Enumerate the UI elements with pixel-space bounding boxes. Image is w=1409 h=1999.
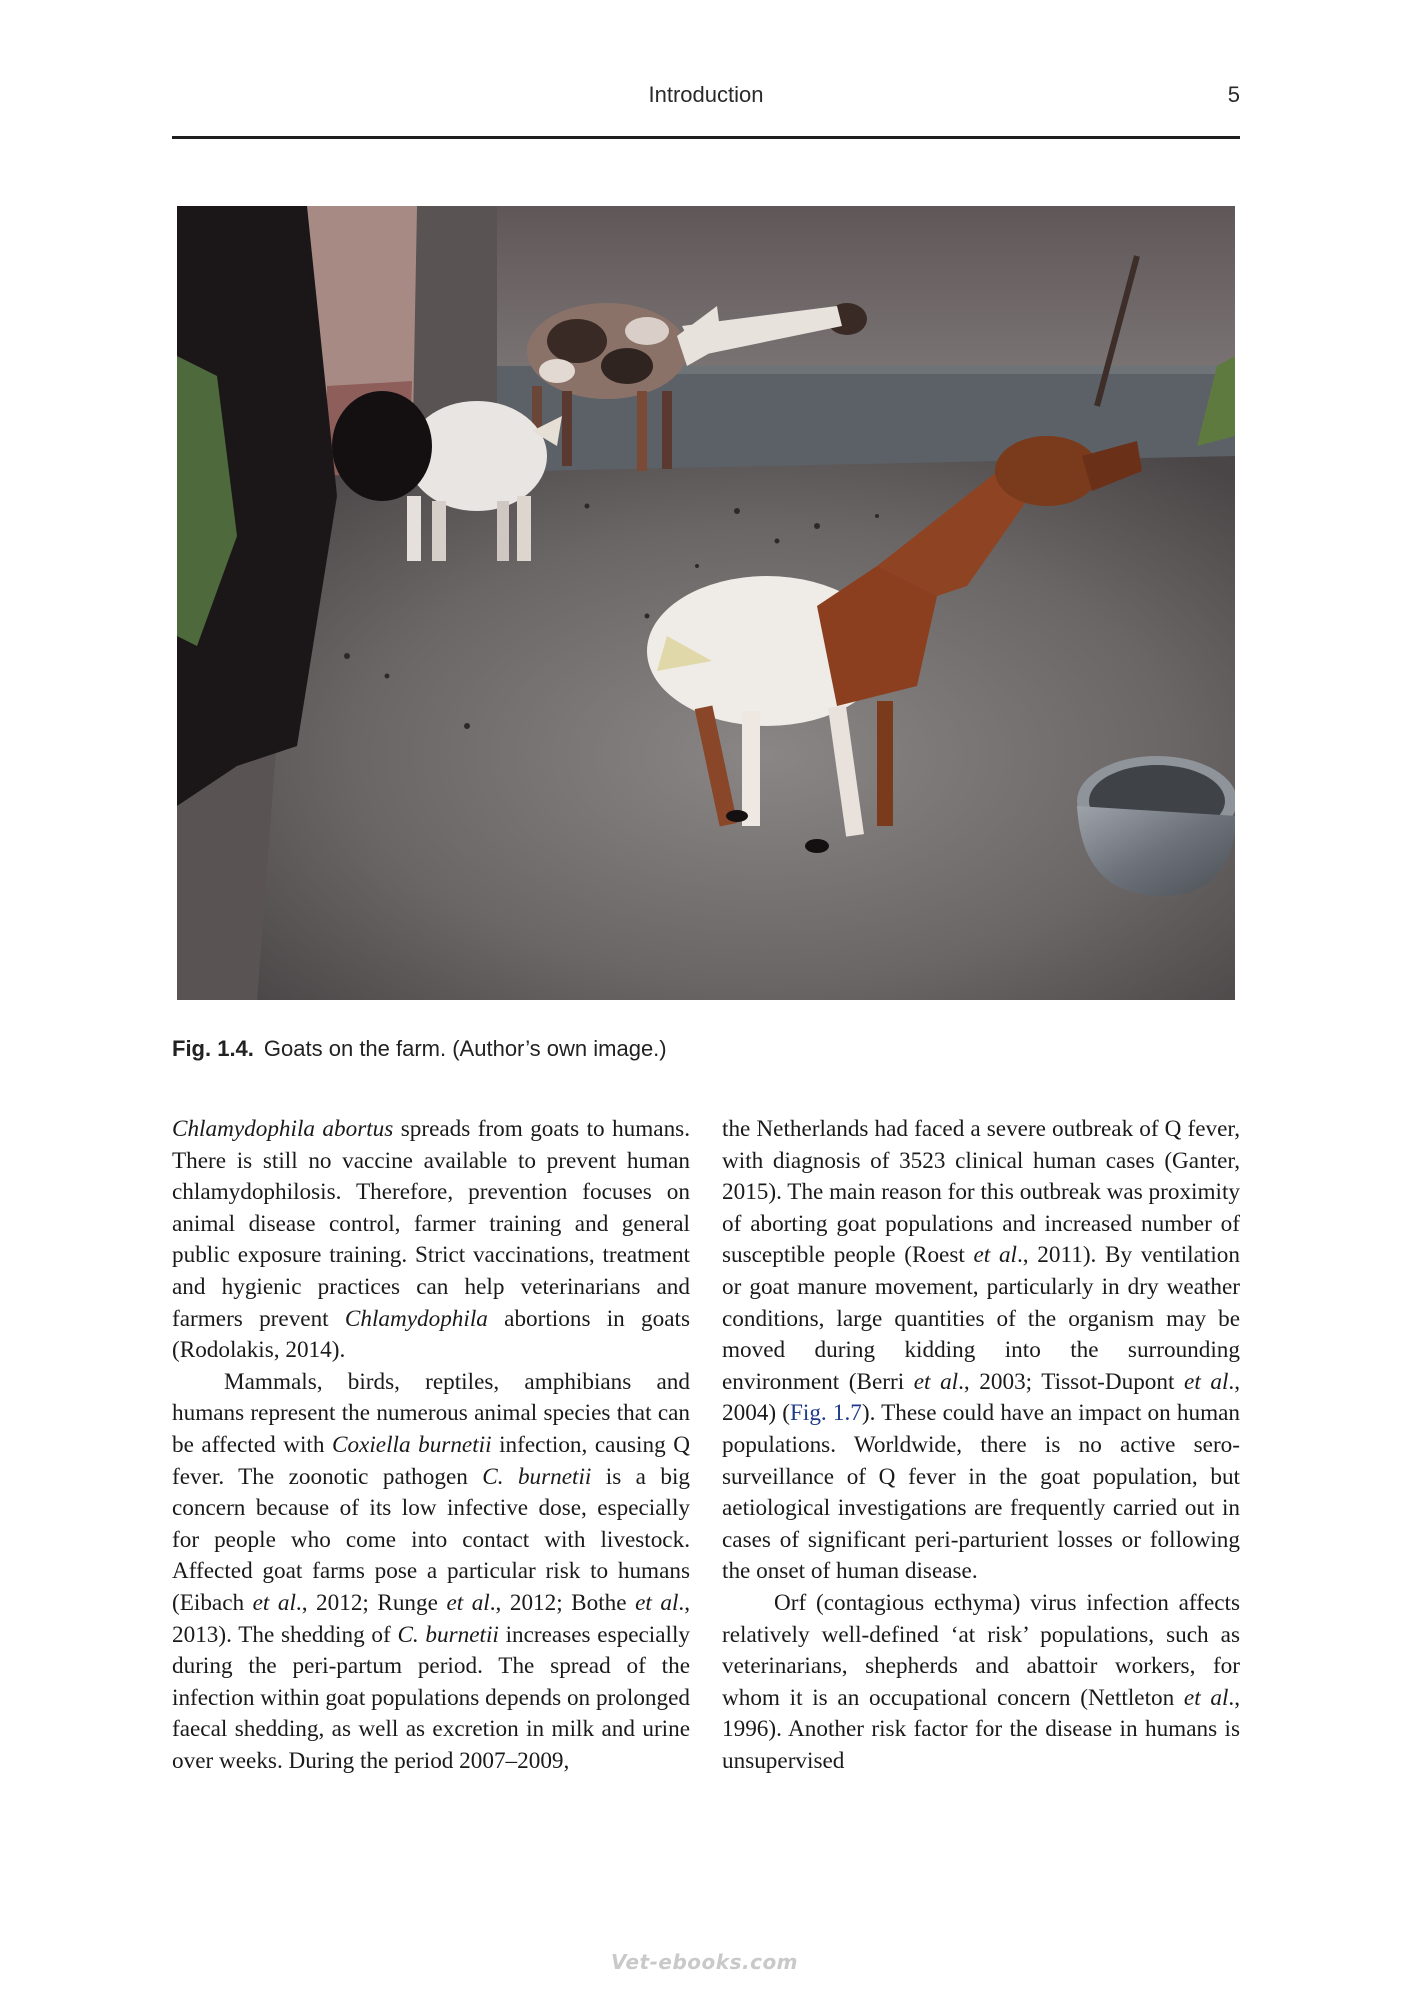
- right-paragraph-2: [722, 1588, 1240, 1778]
- text-run: infection, causing Q fever. The zoonotic pathogen: [172, 1431, 690, 1490]
- running-head-section: Introduction: [648, 82, 764, 107]
- text-run: ., 2003; Tissot-Dupont: [958, 1368, 1185, 1395]
- text-run: ., 2012; Bothe: [489, 1589, 636, 1616]
- left-paragraph-2: [172, 1367, 690, 1778]
- italic-text-run: Coxiella burnetii: [332, 1431, 492, 1458]
- text-run: ., 2013). The shedding of: [172, 1589, 690, 1648]
- figure-cross-reference-link[interactable]: Fig. 1.7: [789, 1400, 862, 1427]
- text-run: spreads from goats to humans. There is still no vaccine available to prevent human chlamydophilosis. Therefore, prevention focuses on animal disease control, farmer training and general public exposure training. Strict vaccinations, treatment and hygienic practices can help veterinarians and farmers prevent: [172, 1116, 690, 1332]
- figure-caption: [172, 1036, 1240, 1062]
- text-run: increases especially during the peri-partum period. The spread of the infection within goat populations depends on prolonged faecal shedding, as well as excretion in milk and urine over weeks. During the period 2007–2009,: [172, 1621, 690, 1774]
- text-run: the Netherlands had faced a severe outbreak of Q fever, with diagnosis of 3523 clinical human cases (Ganter, 2015). The main reason for this outbreak was proximity of aborting goat populations and increased number of susceptible people (Roest: [722, 1116, 1240, 1269]
- text-run: ). These could have an impact on human populations. Worldwide, there is no active sero-surveillance of Q fever in the goat population, but aetiological investigations are frequently carried out in cases of significant peri-parturient losses or following the onset of human disease.: [722, 1400, 1240, 1585]
- italic-text-run: et al: [1183, 1684, 1229, 1711]
- italic-text-run: et al: [913, 1368, 959, 1395]
- goats-photo-illustration: [177, 206, 1235, 1000]
- figure-photo-goats: [177, 206, 1235, 1000]
- left-column: [172, 1114, 690, 1777]
- text-run: ., 1996). Another risk factor for the disease in humans is unsupervised: [722, 1684, 1240, 1774]
- page-number: 5: [1227, 82, 1240, 107]
- italic-text-run: Chlamydophila abortus: [172, 1116, 394, 1142]
- right-paragraph-1: [722, 1114, 1240, 1588]
- italic-text-run: C. burnetii: [482, 1463, 592, 1490]
- text-run: ., 2011). By ventilation or goat manure movement, particularly in dry weather conditions, large quantities of the organism may be moved during kidding into the surrounding environment (Berri: [722, 1242, 1240, 1395]
- italic-text-run: et al: [635, 1589, 679, 1616]
- figure-caption-text: Goats on the farm. (Author’s own image.): [263, 1036, 667, 1061]
- running-head: [172, 80, 1240, 139]
- right-column: [722, 1114, 1240, 1777]
- italic-text-run: et al: [1184, 1368, 1229, 1395]
- italic-text-run: Chlamydophila: [344, 1305, 488, 1332]
- text-run: Mammals, birds, reptiles, amphibians and humans represent the numerous animal species that can be affected with: [172, 1368, 690, 1458]
- italic-text-run: et al: [446, 1589, 490, 1616]
- italic-text-run: et al: [252, 1589, 296, 1616]
- text-run: ., 2004) (: [722, 1368, 1240, 1427]
- text-run: is a big concern because of its low infective dose, especially for people who come into contact with livestock. Affected goat farms pose a particular risk to humans (Eibach: [172, 1463, 691, 1616]
- italic-text-run: et al: [973, 1242, 1017, 1269]
- text-run: abortions in goats (Rodolakis, 2014).: [172, 1305, 690, 1364]
- text-run: Orf (contagious ecthyma) virus infection affects relatively well-defined ‘at risk’ populations, such as veterinarians, shepherds and abattoir workers, for whom it is an occupational concern (Nettleton: [722, 1589, 1240, 1711]
- italic-text-run: C. burnetii: [397, 1621, 499, 1648]
- figure-label: Fig. 1.4.: [172, 1036, 254, 1061]
- text-run: ., 2012; Runge: [295, 1589, 447, 1616]
- watermark-logo: Vet-ebooks.com: [610, 1950, 799, 1974]
- left-paragraph-1: [172, 1114, 690, 1367]
